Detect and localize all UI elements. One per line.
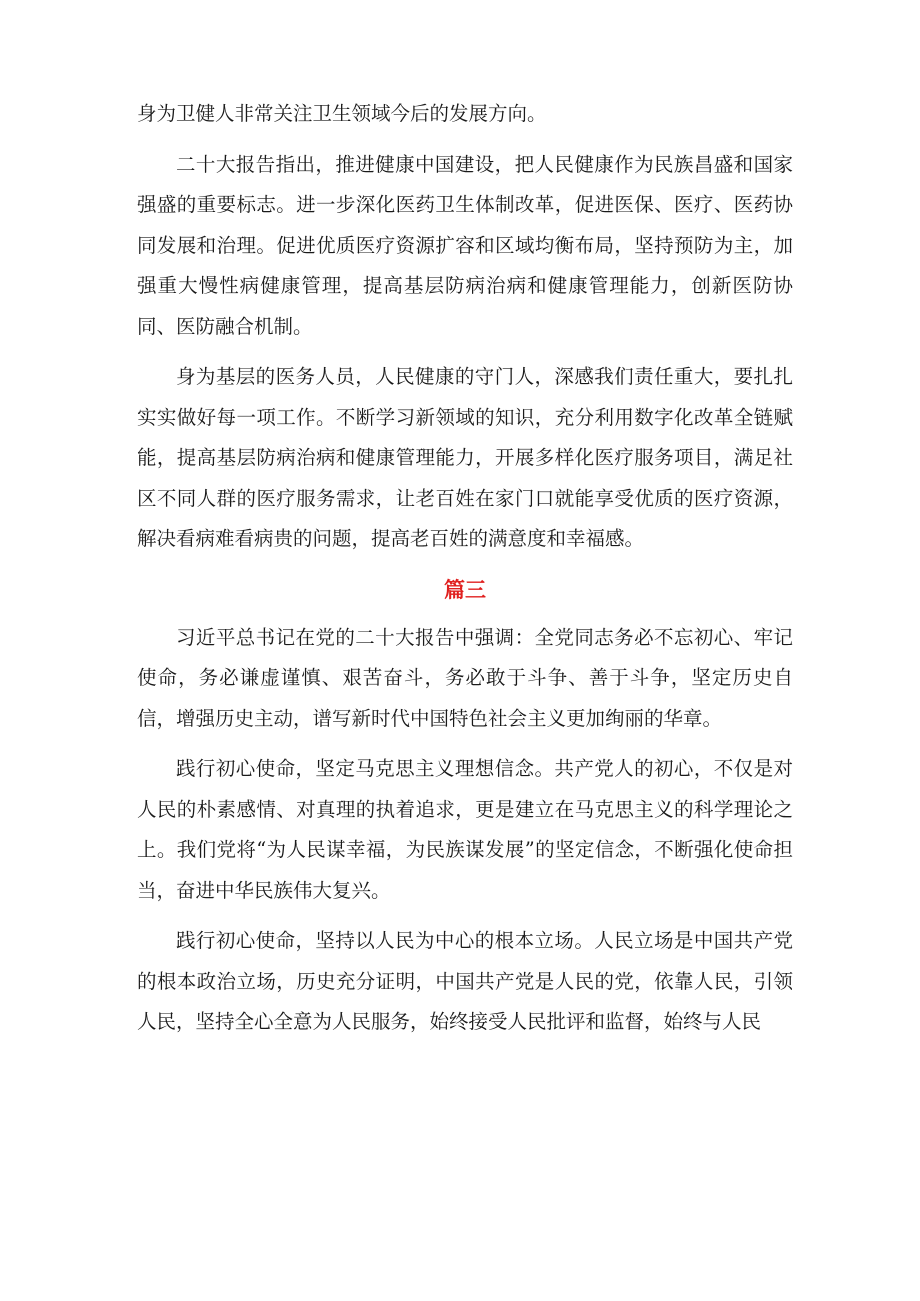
paragraph-marxism-belief: 践行初心使命，坚定马克思主义理想信念。共产党人的初心，不仅是对人民的朴素感情、对真理的执着追求，更是建立在马克思主义的科学理论之上。我们党将“为人民谋幸福，为民族谋发展”的坚定信念，不断强化使命担当，奋进中华民族伟大复兴。	[137, 757, 793, 902]
paragraph-continuation: 身为卫健人非常关注卫生领域今后的发展方向。	[137, 102, 547, 125]
paragraph-original-mission: 习近平总书记在党的二十大报告中强调：全党同志务必不忘初心、牢记使命，务必谦虚谨慎、艰苦奋斗，务必敢于斗争、善于斗争，坚定历史自信，增强历史主动，谱写新时代中国特色社会主义更加绚丽的华章。	[137, 625, 793, 730]
document-body	[137, 94, 793, 1053]
paragraph-people-centered: 践行初心使命，坚持以人民为中心的根本立场。人民立场是中国共产党的根本政治立场，历史充分证明，中国共产党是人民的党，依靠人民，引领人民，坚持全心全意为人民服务，始终接受人民批评和监督，始终与人民	[137, 929, 793, 1033]
paragraph-report-health: 二十大报告指出，推进健康中国建设，把人民健康作为民族昌盛和国家强盛的重要标志。进一步深化医药卫生体制改革，促进医保、医疗、医药协同发展和治理。促进优质医疗资源扩容和区域均衡布局，坚持预防为主，加强重大慢性病健康管理，提高基层防病治病和健康管理能力，创新医防协同、医防融合机制。	[137, 152, 793, 338]
paragraph-grassroots-duty: 身为基层的医务人员，人民健康的守门人，深感我们责任重大，要扎扎实实做好每一项工作。不断学习新领域的知识，充分利用数字化改革全链赋能，提高基层防病治病和健康管理能力，开展多样化医疗服务项目，满足社区不同人群的医疗服务需求，让老百姓在家门口就能享受优质的医疗资源，解决看病难看病贵的问题，提高老百姓的满意度和幸福感。	[137, 365, 793, 550]
section-heading: 篇三	[444, 577, 486, 602]
